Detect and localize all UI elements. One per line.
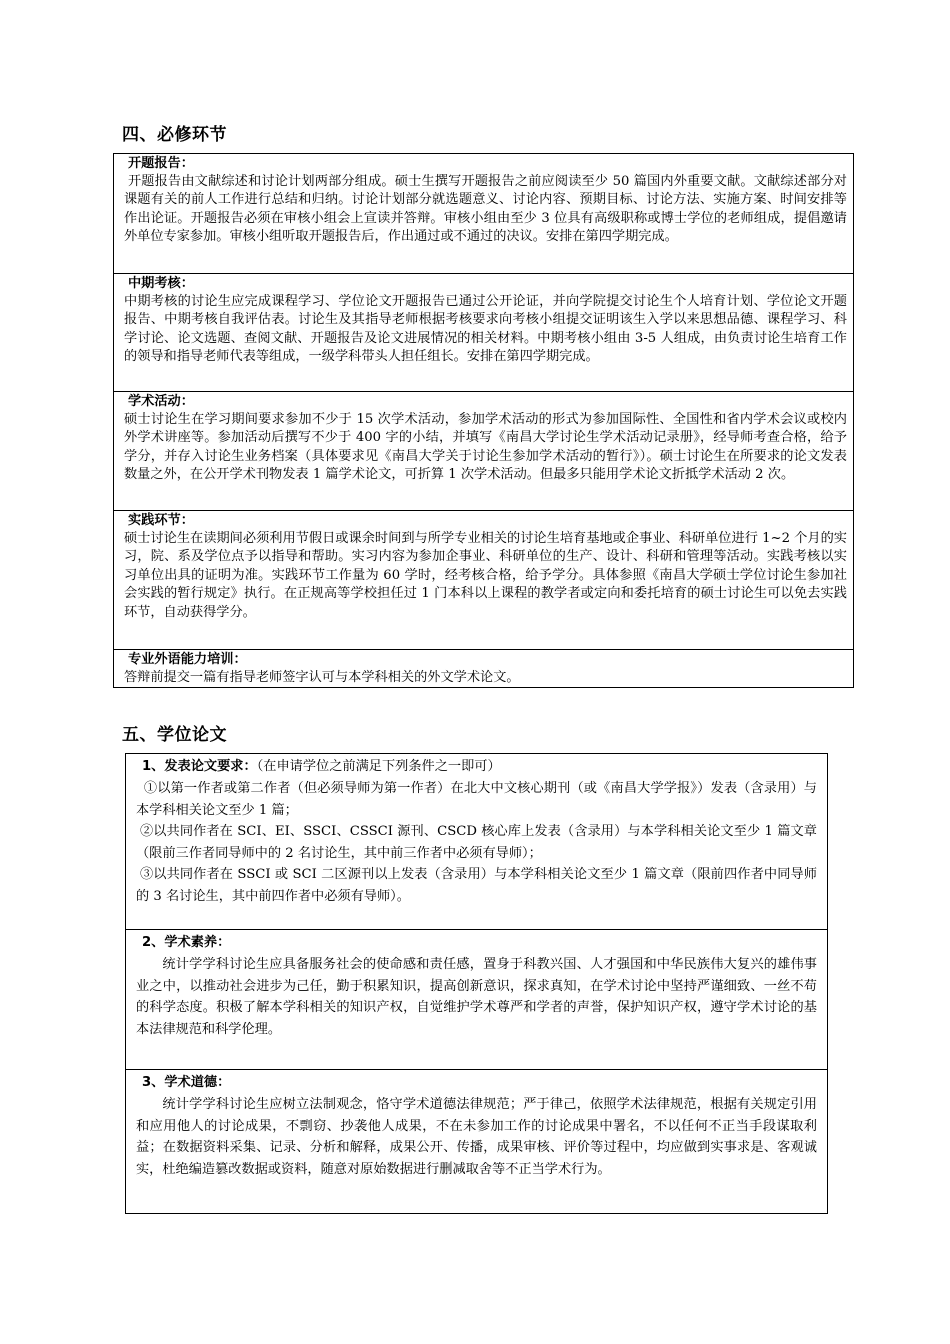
row-body: 统计学学科讨论生应树立法制观念，恪守学术道德法律规范；严于律己，依照学术法律规范，根据有关规定引用和应用他人的讨论成果，不剽窃、抄袭他人成果，不在未参加工作的讨论成果中署名，不以任何不正当手段谋取利益；在数据资料采集、记录、分析和解释，成果公开、传播，成果审核、评价等过程中，均应做到实事求是、客观诚实，杜绝编造篡改数据或资料，随意对原始数据进行删减取舍等不正当学术行为。: [136, 1097, 817, 1177]
list-item: ③以共同作者在 SSCI 或 SCI 二区源刊以上发表（含录用）与本学科相关论文至少 1 篇文章（限前四作者中同导师的 3 名讨论生，其中前四作者中必须有导师）。: [136, 867, 817, 904]
academic-activity-row: [114, 392, 853, 511]
row-heading: 学术活动：: [128, 394, 194, 409]
publication-heading: 1、发表论文要求：: [142, 759, 257, 774]
row-heading: 中期考核：: [128, 276, 194, 291]
practice-row: [114, 511, 853, 650]
row-heading: 3、学术道德：: [142, 1075, 231, 1090]
row-heading: 2、学术素养：: [142, 935, 231, 950]
list-item: ①以第一作者或第二作者（但必须导师为第一作者）在北大中文核心期刊（或《南昌大学学报》）发表（含录用）与本学科相关论文至少 1 篇；: [136, 781, 817, 818]
midterm-review-row: [114, 274, 853, 392]
row-body: 答辩前提交一篇有指导老师签字认可与本学科相关的外文学术论文。: [124, 670, 520, 685]
row-body: 中期考核的讨论生应完成课程学习、学位论文开题报告已通过公开论证，并向学院提交讨论生个人培育计划、学位论文开题报告、中期考核自我评估表。讨论生及其指导老师根据考核要求向考核小组提交证明该生入学以来思想品德、课程学习、科学讨论、论文选题、查阅文献、开题报告及论文进展情况的相关材料。中期考核小组由 3-5 人组成，由负责讨论生培育工作的领导和指导老师代表等组成，一级学科带头人担任组长。安排在第四学期完成。: [124, 294, 847, 365]
section-4-title: 四、必修环节: [122, 125, 227, 145]
section-5-title: 五、学位论文: [122, 725, 227, 745]
required-steps-table: [113, 153, 854, 688]
thesis-table: [125, 753, 828, 1214]
list-item: ②以共同作者在 SCI、EI、SSCI、CSSCI 源刊、CSCD 核心库上发表（含录用）与本学科相关论文至少 1 篇文章（限前三作者同导师中的 2 名讨论生，其中前三作者中必须有导师）；: [136, 824, 817, 861]
publication-note: （在申请学位之前满足下列条件之一即可）: [256, 759, 501, 774]
row-body: 开题报告由文献综述和讨论计划两部分组成。硕士生撰写开题报告之前应阅读至少 50 篇国内外重要文献。文献综述部分对课题有关的前人工作进行总结和归纳。讨论计划部分就选题意义、讨论内容、预期目标、讨论方法、实施方案、时间安排等作出论证。开题报告必须在审核小组会上宣读并答辩。审核小组由至少 3 位具有高级职称或博士学位的老师组成，提倡邀请外单位专家参加。审核小组听取开题报告后，作出通过或不通过的决议。安排在第四学期完成。: [124, 174, 847, 245]
row-heading: 专业外语能力培训：: [128, 652, 247, 667]
row-heading: 实践环节：: [128, 513, 194, 528]
row-heading: 开题报告：: [128, 156, 194, 171]
row-body: 硕士讨论生在读期间必须利用节假日或课余时间到与所学专业相关的讨论生培育基地或企事业、科研单位进行 1~2 个月的实习，院、系及学位点予以指导和帮助。实习内容为参加企事业、科研单位的生产、设计、科研和管理等活动。实践考核以实习单位出具的证明为准。实践环节工作量为 60 学时，经考核合格，给予学分。具体参照《南昌大学硕士学位讨论生参加社会实践的暂行规定》执行。在正规高等学校担任过 1 门本科以上课程的教学者或定向和委托培育的硕士讨论生可以免去实践环节，自动获得学分。: [124, 531, 847, 620]
foreign-language-row: [114, 650, 853, 687]
row-heading: [136, 756, 817, 778]
academic-literacy-row: [126, 930, 827, 1070]
row-body: 统计学学科讨论生应具备服务社会的使命感和责任感，置身于科教兴国、人才强国和中华民族伟大复兴的雄伟事业之中，以推动社会进步为己任，勤于积累知识，提高创新意识，探求真知，在学术讨论中坚持严谨细致、一丝不苟的科学态度。积极了解本学科相关的知识产权，自觉维护学术尊严和学者的声誉，保护知识产权，遵守学术讨论的基本法律规范和科学伦理。: [136, 957, 817, 1037]
proposal-report-row: [114, 154, 853, 274]
academic-ethics-row: [126, 1070, 827, 1213]
row-body: 硕士讨论生在学习期间要求参加不少于 15 次学术活动，参加学术活动的形式为参加国际性、全国性和省内学术会议或校内外学术讲座等。参加活动后撰写不少于 400 字的小结，并填写《南昌大学讨论生学术活动记录册》，经导师考查合格，给予学分，并存入讨论生业务档案（具体要求见《南昌大学关于讨论生参加学术活动的暂行》）。硕士讨论生在所要求的论文发表数量之外，在公开学术刊物发表 1 篇学术论文，可折算 1 次学术活动。但最多只能用学术论文折抵学术活动 2 次。: [124, 412, 847, 483]
publication-requirement-row: [126, 754, 827, 930]
